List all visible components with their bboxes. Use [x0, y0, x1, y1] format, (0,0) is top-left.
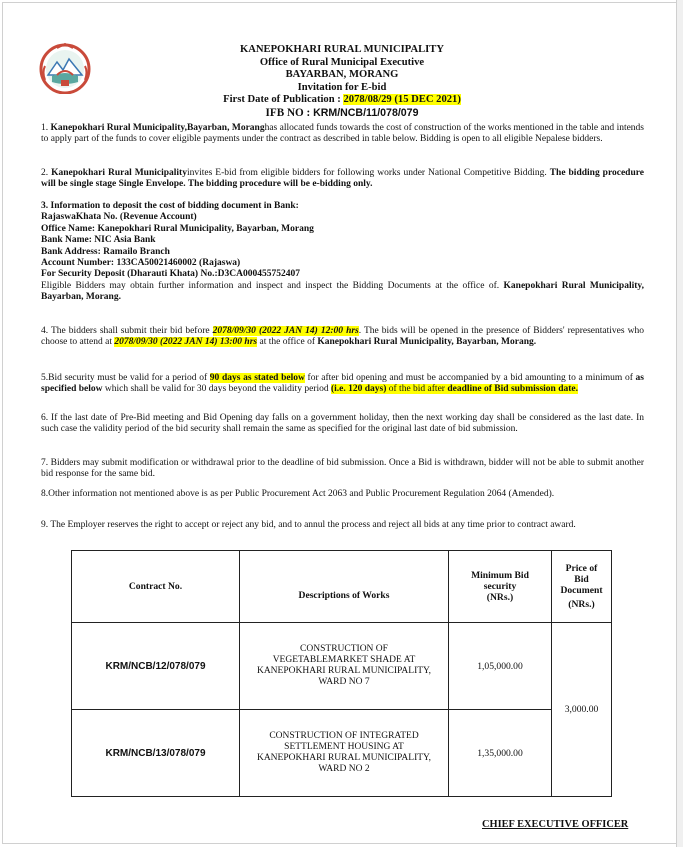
header-contract-no: Contract No.: [72, 551, 240, 623]
document-header: [150, 44, 534, 119]
paragraph-8: 8.Other information not mentioned above is as per Public Procurement Act 2063 and Public Procurement Regulation 2064 (Amended).: [41, 489, 555, 499]
submission-deadline: 2078/09/30 (2022 JAN 14) 12:00 hrs: [212, 326, 359, 336]
paragraph-5: 5.Bid security must be valid for a period of 90 days as stated below for after bid opening and must be accompanied by a bid amounting to a minimum of as specified below which shall be valid for 30 days beyond the validity period (i.e. 120 days) of the bid after deadline of Bid submission date.: [41, 373, 644, 395]
header-descriptions: Descriptions of Works: [240, 551, 449, 623]
opening-date: 2078/09/30 (2022 JAN 14) 13:00 hrs: [114, 337, 258, 348]
publication-date-line: [150, 94, 534, 107]
office-location: BAYARBAN, MORANG: [285, 69, 399, 80]
paragraph-9: 9. The Employer reserves the right to accept or reject any bid, and to annul the process and reject all bids at any time prior to contract award.: [41, 520, 576, 530]
bank-info-title: 3. Information to deposit the cost of bidding document in Bank:: [41, 201, 299, 211]
notice-title: Invitation for E-bid: [297, 81, 387, 93]
paragraph-4: 4. The bidders shall submit their bid before 2078/09/30 (2022 JAN 14) 12:00 hrs. The bids will be opened in the presence of Bidders' representatives who choose to attend at 2078/09/30 (2022 JAN 14) 13:00 hrs at the office of Kanepokhari Rural Municipality, Bayarban, Morang.: [41, 326, 644, 348]
ifb-label: IFB NO :: [265, 106, 311, 119]
paragraph-2: 2. Kanepokhari Rural Municipalityinvites E-bid from eligible bidders for following works under National Competitive Bidding. The bidding procedure will be single stage Single Envelope. The bidding procedure will be e-bidding only.: [41, 168, 645, 190]
table-header-row: [72, 551, 612, 623]
ifb-number: KRM/NCB/11/078/079: [313, 106, 419, 119]
paragraph-1: 1. Kanepokhari Rural Municipality,Bayarban, Moranghas allocated funds towards the cost of construction of the works mentioned in the table and intends to apply part of the funds to cover eligible payments under the contract as described in table below. Bidding is open to all eligible Nepalese bidders.: [41, 123, 645, 145]
paragraph-3-bank-info: [41, 201, 644, 304]
signatory-title: CHIEF EXECUTIVE OFFICER: [482, 819, 629, 830]
security-cell: 1,05,000.00: [449, 623, 552, 710]
contract-no-cell: KRM/NCB/12/078/079: [72, 623, 240, 710]
scrollbar-track[interactable]: [676, 0, 683, 847]
bank-name: Bank Name: NIC Asia Bank: [41, 235, 156, 246]
security-cell: 1,35,000.00: [449, 710, 552, 797]
header-min-bid-security: Minimum Bid security (NRs.): [449, 551, 552, 623]
works-table: [71, 550, 612, 797]
header-price-of-document: Price of Bid Document (NRs.): [552, 551, 612, 623]
validity-period: 90 days as stated below: [209, 373, 305, 383]
account-number: Account Number: 133CA50021460002 (Rajaswa): [41, 258, 241, 269]
municipality-name: KANEPOKHARI RURAL MUNICIPALITY: [239, 44, 445, 55]
bidding-documents-info: Eligible Bidders may obtain further information and inspect and inspect the Bidding Documents at the office of. Kanepokhari Rural Municipality, Bayarban, Morang.: [41, 280, 644, 303]
office-name: Office of Rural Municipal Executive: [259, 56, 425, 68]
paragraph-6: 6. If the last date of Pre-Bid meeting and Bid Opening day falls on a government holiday, then the next working day shall be considered as the last date. In such case the validity period of the bid security shall remain the same as specified for the original last date of bid submission.: [41, 413, 644, 435]
paragraph-7: 7. Bidders may submit modification or withdrawal prior to the deadline of bid submission. Once a Bid is withdrawn, bidder will not be able to submit another bid response for the same bid.: [41, 458, 644, 480]
publication-label: First Date of Publication :: [223, 94, 341, 105]
office-name-field: Office Name: Kanepokhari Rural Municipality, Bayarban, Morang: [41, 223, 314, 234]
description-cell: CONSTRUCTION OF VEGETABLEMARKET SHADE AT KANEPOKHARI RURAL MUNICIPALITY, WARD NO 7: [240, 623, 449, 710]
price-of-document-cell: 3,000.00: [552, 623, 612, 797]
table-row: [72, 623, 612, 710]
ifb-line: [150, 107, 534, 120]
table-row: [72, 710, 612, 797]
security-deposit-account: For Security Deposit (Dharauti Khata) No.:D3CA000455752407: [41, 269, 300, 280]
nepal-emblem-icon: [39, 42, 91, 94]
description-cell: CONSTRUCTION OF INTEGRATED SETTLEMENT HOUSING AT KANEPOKHARI RURAL MUNICIPALITY, WARD NO 2: [240, 710, 449, 797]
contract-no-cell: KRM/NCB/13/078/079: [72, 710, 240, 797]
publication-date: 2078/08/29 (15 DEC 2021): [343, 94, 461, 105]
bank-address: Bank Address: Ramailo Branch: [41, 246, 170, 257]
revenue-account: RajaswaKhata No. (Revenue Account): [41, 212, 197, 223]
